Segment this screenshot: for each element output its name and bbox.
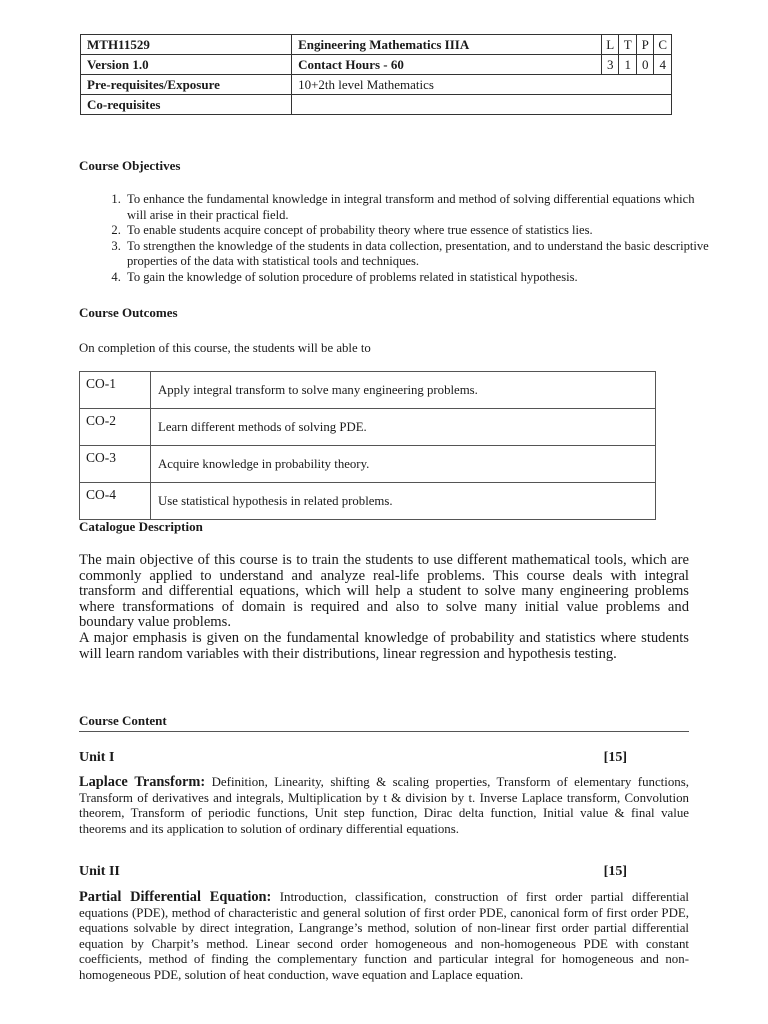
divider [79,731,689,732]
outcome-text: Apply integral transform to solve many engineering problems. [151,372,656,409]
ltpc-value: 0 [636,55,654,75]
course-info-table [80,34,672,115]
objective-item: 3. To strengthen the knowledge of the students in data collection, presentation, and to understand the basic descriptive properties of the data with statistical tools and techniques. [124,239,716,270]
objective-item: 1. To enhance the fundamental knowledge in integral transform and method of solving differential equations which will arise in their practical field. [124,192,716,223]
coreq-value [292,95,672,115]
ltpc-value: 4 [654,55,672,75]
outcome-text: Use statistical hypothesis in related problems. [151,483,656,520]
ltpc-header: T [619,35,637,55]
course-code: MTH11529 [81,35,292,55]
catalogue-heading: Catalogue Description [79,519,203,534]
table-row [80,446,656,483]
table-row [80,372,656,409]
unit-header [79,750,627,766]
outcome-id: CO-2 [80,409,151,446]
ltpc-header: P [636,35,654,55]
prereq-label: Pre-requisites/Exposure [81,75,292,95]
objectives-list [102,192,716,286]
objective-item: 4. To gain the knowledge of solution procedure of problems related in statistical hypothesis. [124,270,716,286]
outcome-id: CO-4 [80,483,151,520]
table-row [80,483,656,520]
catalogue-paragraph: A major emphasis is given on the fundamental knowledge of probability and statistics where students will learn random variables with their distributions, linear regression and hypothesis testing. [79,629,689,662]
outcome-text: Acquire knowledge in probability theory. [151,446,656,483]
ltpc-value: 3 [601,55,619,75]
unit-topic: Laplace Transform: [79,774,206,790]
unit-description [79,890,689,984]
unit-credits: [15] [603,750,627,765]
prereq-value: 10+2th level Mathematics [292,75,672,95]
ltpc-header: L [601,35,619,55]
coreq-label: Co-requisites [81,95,292,115]
ltpc-value: 1 [619,55,637,75]
objectives-heading: Course Objectives [79,158,181,173]
catalogue-description [79,553,689,662]
outcome-id: CO-3 [80,446,151,483]
unit-title: Unit II [79,864,120,879]
course-version: Version 1.0 [81,55,292,75]
outcomes-table [79,371,656,520]
outcomes-intro: On completion of this course, the students will be able to [79,341,371,355]
outcomes-heading: Course Outcomes [79,305,178,320]
contact-hours: Contact Hours - 60 [292,55,602,75]
outcome-text: Learn different methods of solving PDE. [151,409,656,446]
unit-title: Unit I [79,750,115,765]
course-title: Engineering Mathematics IIIA [292,35,602,55]
unit-header [79,864,627,880]
catalogue-paragraph: The main objective of this course is to train the students to use different mathematical tools, which are commonly applied to understand and analyze real-life problems. This course deals with integral transform and differential equations, which will help a student to solve many engineering problems where transformations of domain is required and also to solve many initial value problems and boundary value problems. [79,552,689,631]
outcome-id: CO-1 [80,372,151,409]
unit-topic: Partial Differential Equation: [79,889,272,905]
content-heading: Course Content [79,713,167,728]
unit-description [79,775,689,837]
unit-topic-text: Definition, Linearity, shifting & scaling properties, Transform of elementary functions, Transform of derivatives and integrals, Multiplication by t & division by t. Inverse Laplace transform, Convolution theorem, Transform of periodic functions, Unit step function, Dirac delta function, Initial value & final value theorems and its application to solution of ordinary differential equations. [79,775,689,836]
objective-item: 2. To enable students acquire concept of probability theory where true essence of statistics lies. [124,223,716,239]
ltpc-header: C [654,35,672,55]
unit-topic-text: Introduction, classification, construction of first order partial differential equations (PDE), method of characteristic and general solution of first order PDE, canonical form of first order PDE, equations solvable by direct integration, Langrange’s method, solution of non-linear first order partial differential equation by Charpit’s method. Linear second order homogeneous and non-homogeneous PDE with constant coefficients, method of finding the complementary function and particular integral for homogeneous and non-homogeneous PDE, solution of heat conduction, wave equation and Laplace equation. [79,890,690,982]
unit-credits: [15] [603,864,627,879]
table-row [80,409,656,446]
